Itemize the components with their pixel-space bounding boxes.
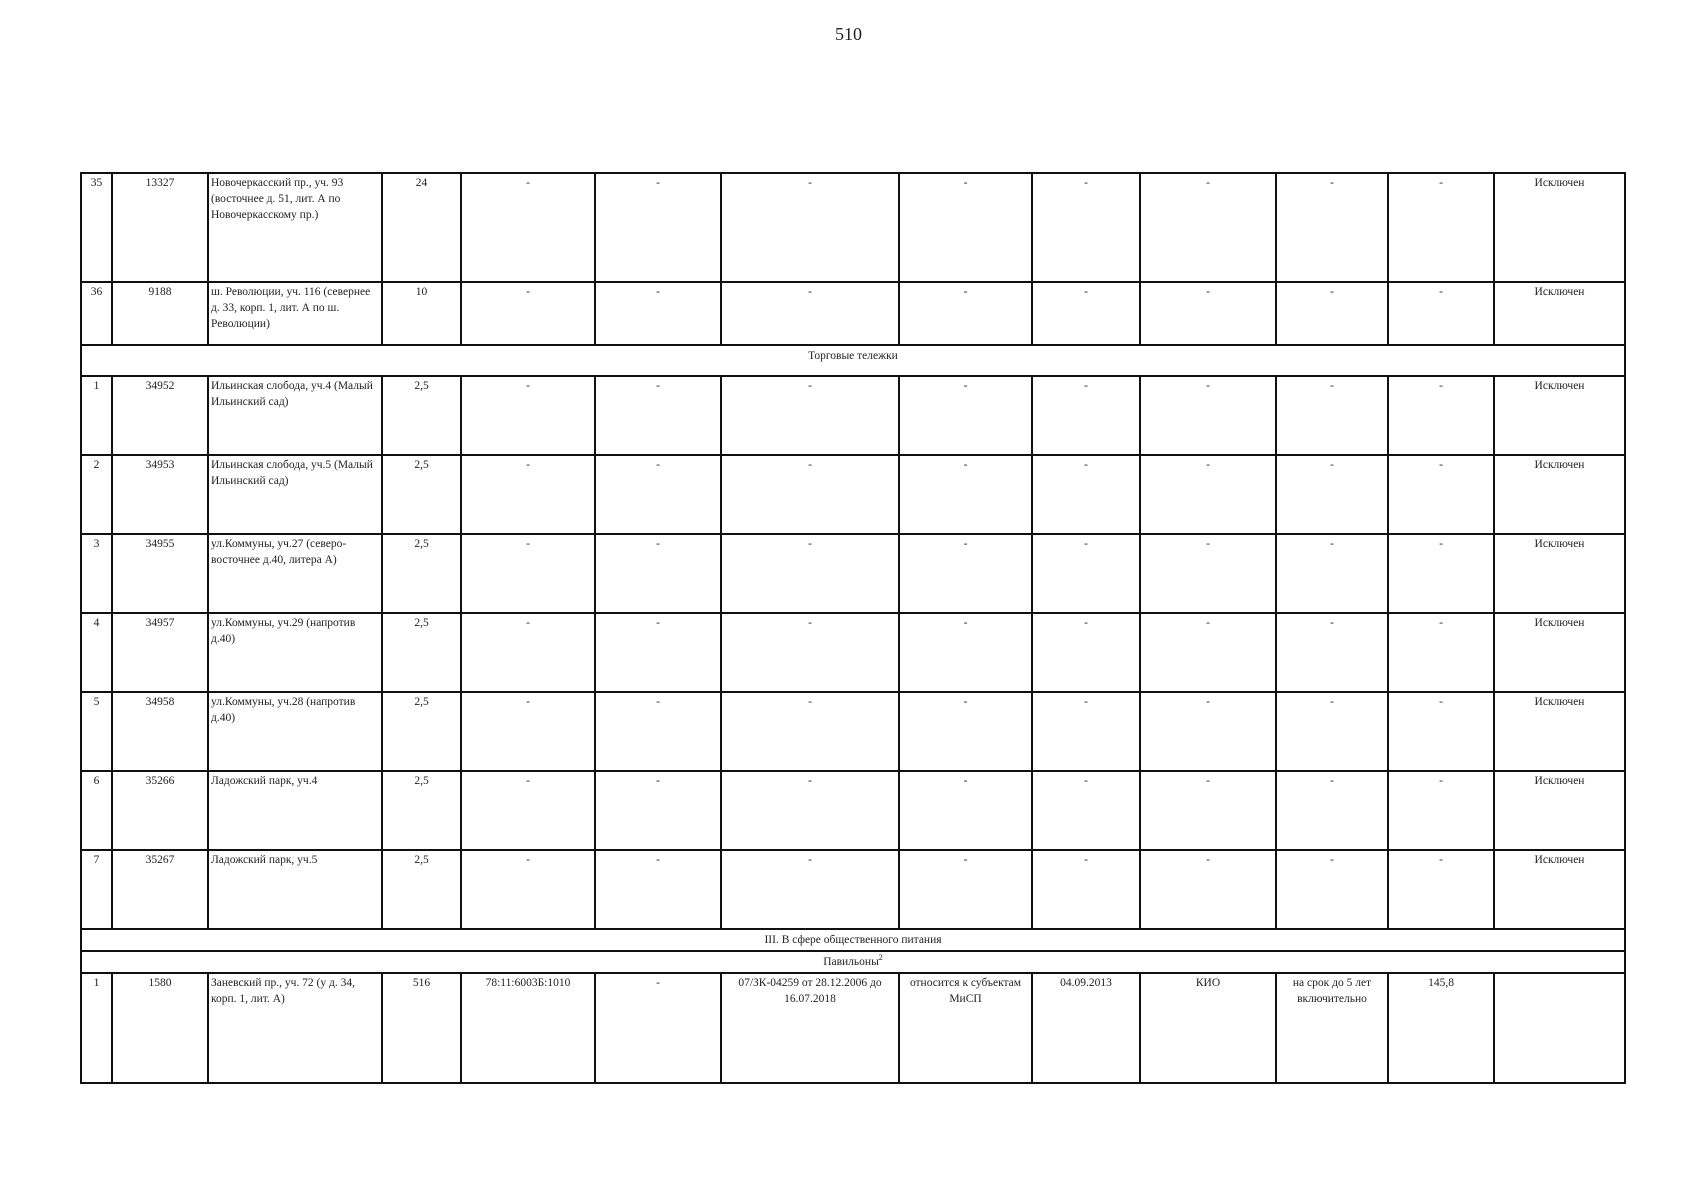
page-number: 510 [835,24,862,44]
area-cell: 2,5 [382,692,461,771]
cell-6-cell: - [595,771,721,850]
value-cell: - [1388,455,1494,534]
address-cell: ул.Коммуны, уч.28 (напротив д.40) [208,692,382,771]
date-cell: - [1032,282,1140,345]
row-number-cell: 1 [81,973,112,1083]
table-row [81,973,1625,1083]
row-number-cell: 4 [81,613,112,692]
smb-status-cell: - [899,692,1032,771]
cadastral-number-cell: - [461,613,595,692]
status-cell: Исключен [1494,376,1625,455]
table-row [81,282,1625,345]
value-cell: - [1388,613,1494,692]
smb-status-cell: относится к субъектам МиСП [899,973,1032,1083]
status-cell: Исключен [1494,534,1625,613]
date-cell: - [1032,771,1140,850]
address-cell: Ильинская слобода, уч.4 (Малый Ильинский сад) [208,376,382,455]
section-row [81,929,1625,951]
area-cell: 516 [382,973,461,1083]
row-number-cell: 3 [81,534,112,613]
section-row [81,951,1625,973]
smb-status-cell: - [899,376,1032,455]
term-cell: - [1276,376,1388,455]
contract-cell: - [721,455,899,534]
value-cell: 145,8 [1388,973,1494,1083]
footnote-mark: 2 [878,953,883,963]
value-cell: - [1388,282,1494,345]
cell-6-cell: - [595,692,721,771]
section-title-text: Торговые тележки [808,350,898,362]
cadastral-number-cell: - [461,455,595,534]
date-cell: 04.09.2013 [1032,973,1140,1083]
section-title-text: III. В сфере общественного питания [764,934,942,946]
row-number-cell: 36 [81,282,112,345]
address-cell: ш. Революции, уч. 116 (севернее д. 33, корп. 1, лит. А по ш. Революции) [208,282,382,345]
date-cell: - [1032,850,1140,929]
smb-status-cell: - [899,455,1032,534]
smb-status-cell: - [899,613,1032,692]
section-title [81,951,1625,973]
table-row [81,850,1625,929]
table-row [81,173,1625,282]
area-cell: 2,5 [382,613,461,692]
contract-cell: - [721,376,899,455]
status-cell: Исключен [1494,692,1625,771]
status-cell: Исключен [1494,613,1625,692]
authority-cell: - [1140,455,1276,534]
object-id-cell: 35266 [112,771,208,850]
status-cell: Исключен [1494,771,1625,850]
object-id-cell: 13327 [112,173,208,282]
address-cell: Ильинская слобода, уч.5 (Малый Ильинский сад) [208,455,382,534]
address-cell: Заневский пр., уч. 72 (у д. 34, корп. 1, лит. А) [208,973,382,1083]
cell-6-cell: - [595,282,721,345]
contract-cell: - [721,771,899,850]
date-cell: - [1032,173,1140,282]
contract-cell: - [721,534,899,613]
cadastral-number-cell: 78:11:6003Б:1010 [461,973,595,1083]
cadastral-number-cell: - [461,282,595,345]
area-cell: 2,5 [382,850,461,929]
authority-cell: КИО [1140,973,1276,1083]
cell-6-cell: - [595,534,721,613]
object-id-cell: 1580 [112,973,208,1083]
object-id-cell: 34955 [112,534,208,613]
address-cell: ул.Коммуны, уч.27 (северо-восточнее д.40, литера А) [208,534,382,613]
section-title-text: Павильоны [823,956,879,968]
table-row [81,376,1625,455]
value-cell: - [1388,376,1494,455]
cell-6-cell: - [595,850,721,929]
cadastral-number-cell: - [461,534,595,613]
value-cell: - [1388,771,1494,850]
date-cell: - [1032,376,1140,455]
contract-cell: 07/ЗК-04259 от 28.12.2006 до 16.07.2018 [721,973,899,1083]
contract-cell: - [721,282,899,345]
date-cell: - [1032,613,1140,692]
authority-cell: - [1140,692,1276,771]
row-number-cell: 6 [81,771,112,850]
status-cell: Исключен [1494,850,1625,929]
term-cell: - [1276,455,1388,534]
object-id-cell: 34953 [112,455,208,534]
row-number-cell: 1 [81,376,112,455]
address-cell: ул.Коммуны, уч.29 (напротив д.40) [208,613,382,692]
term-cell: - [1276,534,1388,613]
authority-cell: - [1140,282,1276,345]
row-number-cell: 7 [81,850,112,929]
cell-6-cell: - [595,613,721,692]
address-cell: Ладожский парк, уч.5 [208,850,382,929]
date-cell: - [1032,455,1140,534]
table-row [81,534,1625,613]
table-row [81,771,1625,850]
section-title [81,929,1625,951]
cadastral-number-cell: - [461,771,595,850]
date-cell: - [1032,534,1140,613]
term-cell: - [1276,771,1388,850]
contract-cell: - [721,173,899,282]
cell-6-cell: - [595,173,721,282]
table-row [81,692,1625,771]
area-cell: 2,5 [382,376,461,455]
smb-status-cell: - [899,282,1032,345]
area-cell: 2,5 [382,455,461,534]
table-row [81,613,1625,692]
object-id-cell: 9188 [112,282,208,345]
value-cell: - [1388,534,1494,613]
value-cell: - [1388,173,1494,282]
contract-cell: - [721,613,899,692]
status-cell: Исключен [1494,173,1625,282]
section-title [81,345,1625,376]
cell-6-cell: - [595,973,721,1083]
area-cell: 2,5 [382,534,461,613]
authority-cell: - [1140,534,1276,613]
cadastral-number-cell: - [461,376,595,455]
object-id-cell: 34958 [112,692,208,771]
term-cell: - [1276,692,1388,771]
status-cell [1494,973,1625,1083]
table-row [81,455,1625,534]
value-cell: - [1388,692,1494,771]
row-number-cell: 35 [81,173,112,282]
cadastral-number-cell: - [461,173,595,282]
status-cell: Исключен [1494,282,1625,345]
authority-cell: - [1140,771,1276,850]
area-cell: 2,5 [382,771,461,850]
authority-cell: - [1140,376,1276,455]
area-cell: 24 [382,173,461,282]
row-number-cell: 5 [81,692,112,771]
address-cell: Ладожский парк, уч.4 [208,771,382,850]
object-id-cell: 35267 [112,850,208,929]
area-cell: 10 [382,282,461,345]
smb-status-cell: - [899,771,1032,850]
object-id-cell: 34952 [112,376,208,455]
term-cell: - [1276,850,1388,929]
term-cell: на срок до 5 лет включительно [1276,973,1388,1083]
date-cell: - [1032,692,1140,771]
authority-cell: - [1140,850,1276,929]
term-cell: - [1276,613,1388,692]
cell-6-cell: - [595,376,721,455]
smb-status-cell: - [899,173,1032,282]
term-cell: - [1276,282,1388,345]
contract-cell: - [721,850,899,929]
section-row [81,345,1625,376]
register-table [80,172,1626,1084]
authority-cell: - [1140,173,1276,282]
object-id-cell: 34957 [112,613,208,692]
cadastral-number-cell: - [461,692,595,771]
term-cell: - [1276,173,1388,282]
row-number-cell: 2 [81,455,112,534]
smb-status-cell: - [899,534,1032,613]
address-cell: Новочеркасский пр., уч. 93 (восточнее д. 51, лит. А по Новочеркасскому пр.) [208,173,382,282]
authority-cell: - [1140,613,1276,692]
value-cell: - [1388,850,1494,929]
cadastral-number-cell: - [461,850,595,929]
smb-status-cell: - [899,850,1032,929]
contract-cell: - [721,692,899,771]
status-cell: Исключен [1494,455,1625,534]
cell-6-cell: - [595,455,721,534]
